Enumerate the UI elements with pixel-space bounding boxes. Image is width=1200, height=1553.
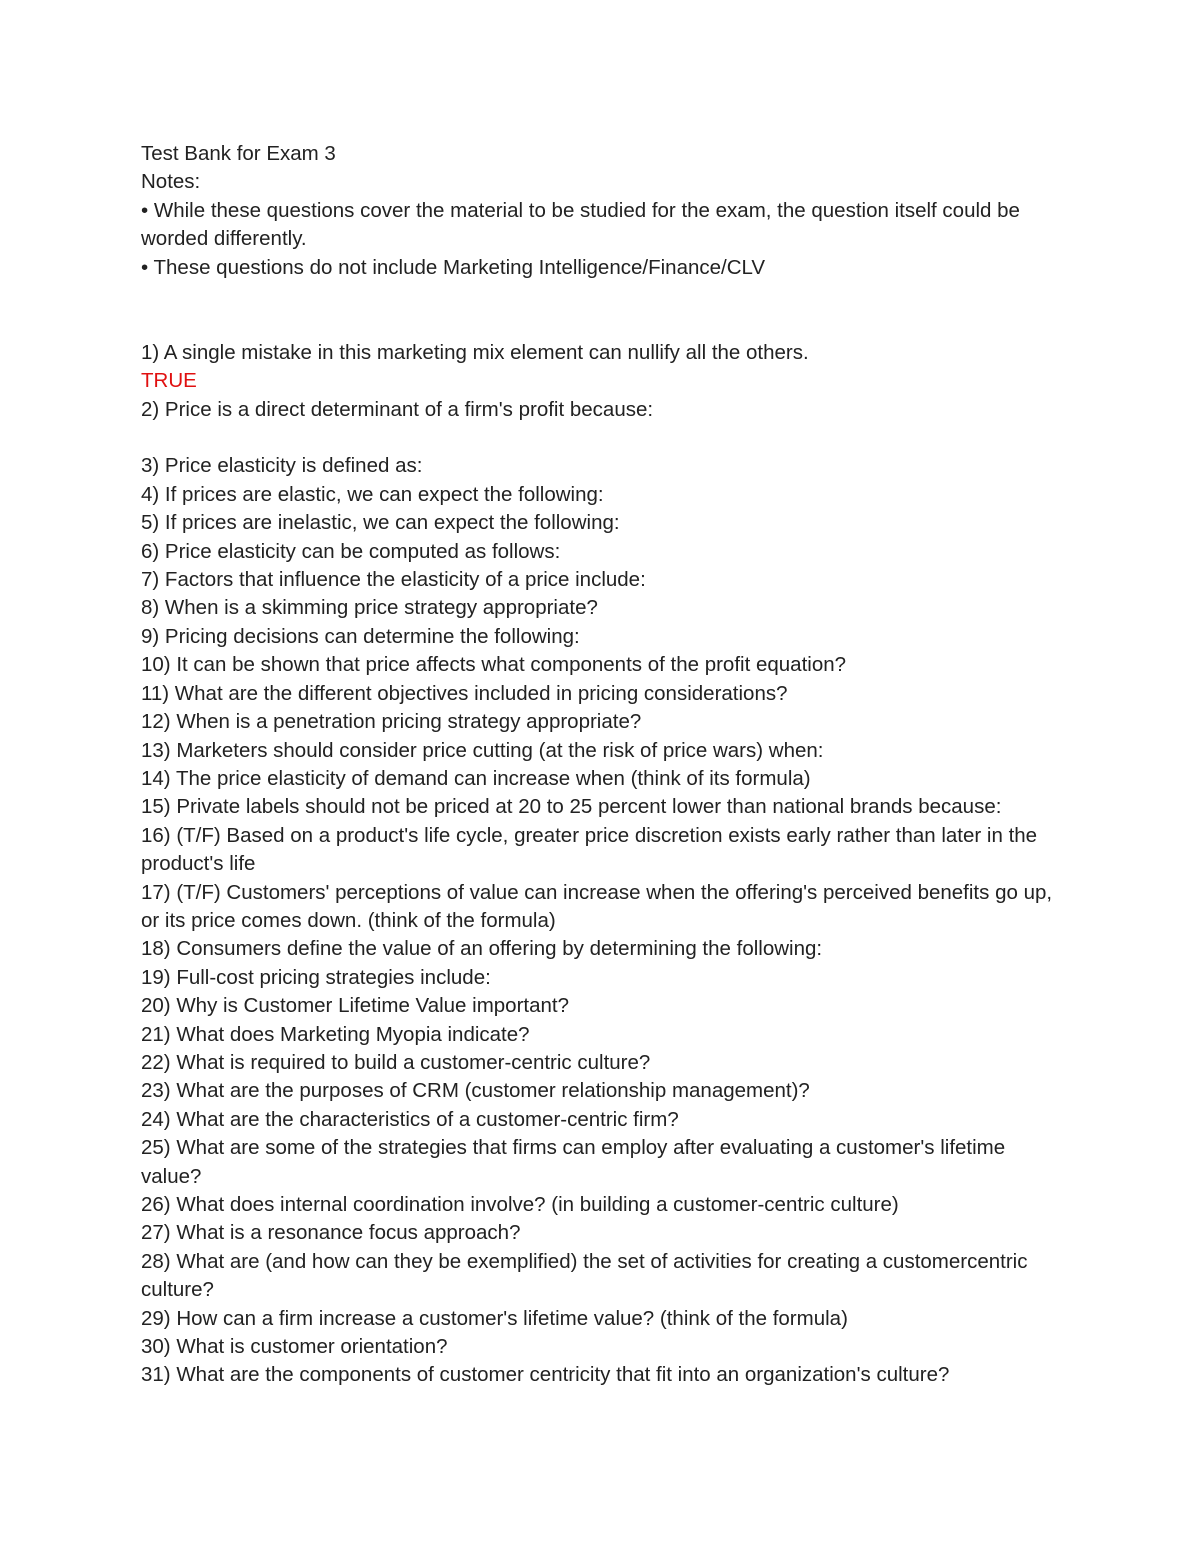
document-body xyxy=(141,140,1071,1390)
question-item: 27) What is a resonance focus approach? xyxy=(141,1221,521,1245)
question-item: 17) (T/F) Customers' perceptions of value can increase when the offering's perceived benefits go up, or its price comes down. (think of the formula) xyxy=(141,880,1058,932)
question-item: 20) Why is Customer Lifetime Value important? xyxy=(141,994,570,1018)
question-item: 8) When is a skimming price strategy appropriate? xyxy=(141,596,598,620)
question-item: 22) What is required to build a customer-centric culture? xyxy=(141,1050,651,1074)
note-item: • While these questions cover the material to be studied for the exam, the question itself could be worded differently. xyxy=(141,198,1026,251)
question-item: 21) What does Marketing Myopia indicate? xyxy=(141,1022,530,1046)
question-item: 9) Pricing decisions can determine the following: xyxy=(141,624,580,648)
question-item: 10) It can be shown that price affects what components of the profit equation? xyxy=(141,653,847,677)
question-item: 25) What are some of the strategies that firms can employ after evaluating a customer's lifetime value? xyxy=(141,1136,1011,1188)
question-item: 19) Full-cost pricing strategies include: xyxy=(141,965,491,989)
question-item: 16) (T/F) Based on a product's life cycle, greater price discretion exists early rather than later in the product's life xyxy=(141,823,1043,876)
question-item: 4) If prices are elastic, we can expect the following: xyxy=(141,482,604,506)
question-item: 29) How can a firm increase a customer's lifetime value? (think of the formula) xyxy=(141,1306,848,1330)
question-item: 3) Price elasticity is defined as: xyxy=(141,454,423,478)
question-item: 5) If prices are inelastic, we can expect the following: xyxy=(141,511,620,535)
question-item: 26) What does internal coordination involve? (in building a customer-centric culture) xyxy=(141,1193,899,1216)
question-item: 31) What are the components of customer centricity that fit into an organization's culture? xyxy=(141,1363,950,1387)
notes-heading: Notes: xyxy=(141,170,201,194)
note-item: • These questions do not include Marketing Intelligence/Finance/CLV xyxy=(141,255,766,279)
question-item: 14) The price elasticity of demand can increase when (think of its formula) xyxy=(141,766,811,790)
question-item: 11) What are the different objectives included in pricing considerations? xyxy=(141,681,788,705)
spacer xyxy=(141,424,1071,452)
question-item: 12) When is a penetration pricing strategy appropriate? xyxy=(141,710,642,734)
spacer xyxy=(141,282,1071,339)
answer-1: TRUE xyxy=(141,369,197,393)
question-item: 15) Private labels should not be priced at 20 to 25 percent lower than national brands because: xyxy=(141,795,1002,819)
question-list xyxy=(141,452,1071,1389)
question-item: 30) What is customer orientation? xyxy=(141,1335,448,1359)
question-2: 2) Price is a direct determinant of a firm's profit because: xyxy=(141,397,654,421)
question-item: 18) Consumers define the value of an offering by determining the following: xyxy=(141,937,823,961)
document-title: Test Bank for Exam 3 xyxy=(141,142,336,165)
question-item: 23) What are the purposes of CRM (customer relationship management)? xyxy=(141,1079,810,1103)
question-item: 24) What are the characteristics of a customer-centric firm? xyxy=(141,1107,679,1131)
question-item: 7) Factors that influence the elasticity of a price include: xyxy=(141,568,646,592)
question-item: 13) Marketers should consider price cutting (at the risk of price wars) when: xyxy=(141,738,824,762)
question-item: 28) What are (and how can they be exemplified) the set of activities for creating a customercentric culture? xyxy=(141,1249,1034,1302)
question-item: 6) Price elasticity can be computed as follows: xyxy=(141,539,561,563)
question-1: 1) A single mistake in this marketing mix element can nullify all the others. xyxy=(141,340,809,364)
